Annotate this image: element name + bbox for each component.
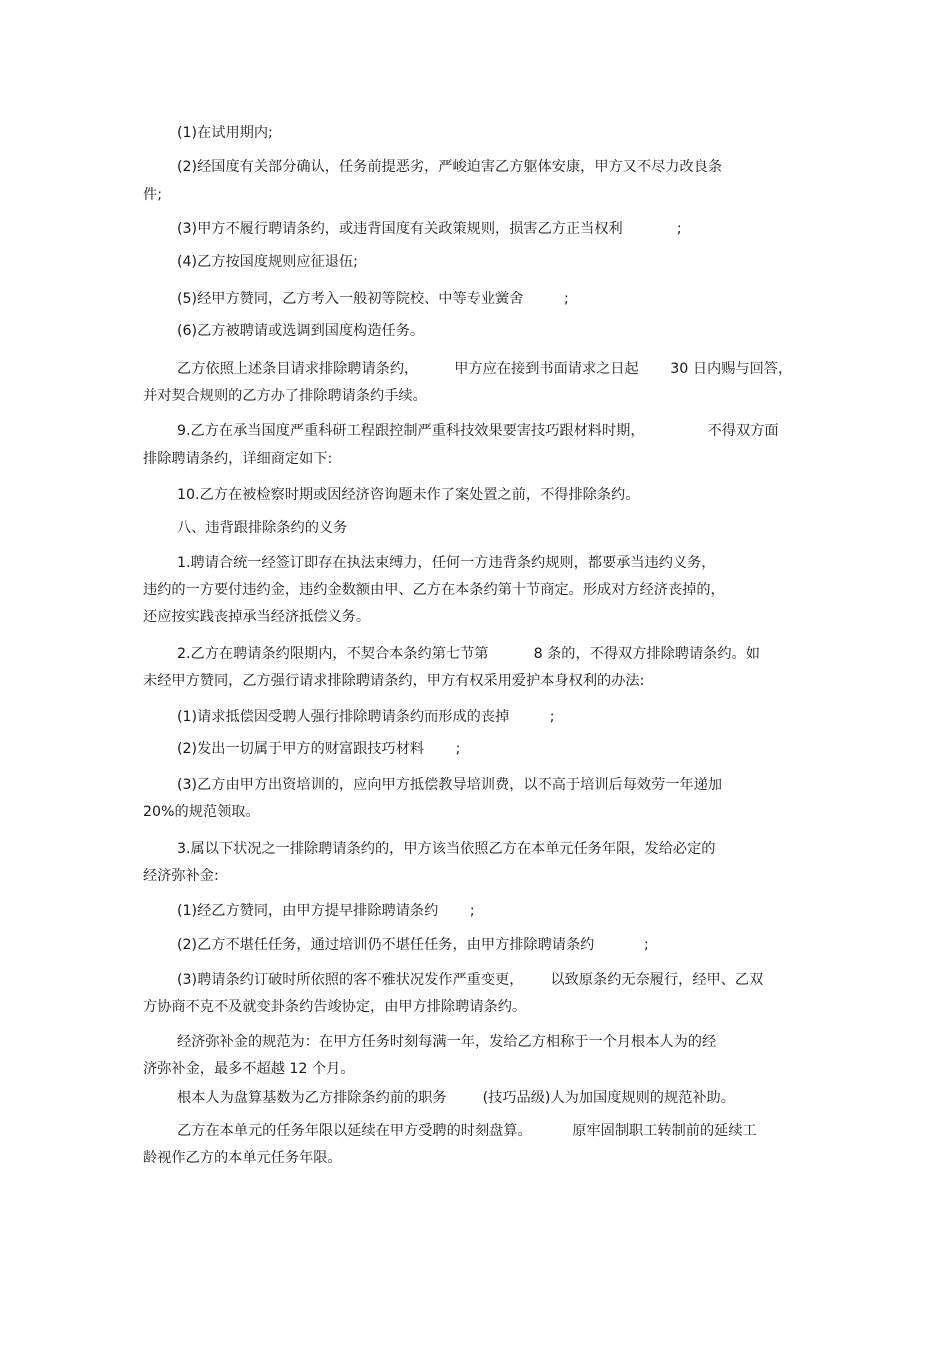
text-line: 龄视作乙方的本单元任务年限。 <box>143 1150 342 1166</box>
text-line: 1.聘请合统一经签订即存在执法束缚力，任何一方违背条约规则，都要承当违约义务， <box>177 555 716 571</box>
text-line: (4)乙方按国度规则应征退伍; <box>177 254 358 270</box>
text-line: (2)经国度有关部分确认，任务前提恶劣，严峻迫害乙方躯体安康，甲方又不尽力改良条 <box>177 159 723 175</box>
text-line: 3.属以下状况之一排除聘请条约的，甲方该当依照乙方在本单元任务年限，发给必定的 <box>177 841 716 857</box>
text-line: (6)乙方被聘请或选调到国度构造任务。 <box>177 323 425 339</box>
text-line: 20%的规范领取。 <box>143 804 260 820</box>
text-line: (3)聘请条约订破时所依照的客不雅状况发作严重变更， 以致原条约无奈履行，经甲、乙双 <box>177 972 764 988</box>
text-line: (1)经乙方赞同，由甲方提早排除聘请条约 ; <box>177 903 475 919</box>
text-line: 违约的一方要付违约金，违约金数额由甲、乙方在本条约第十节商定。形成对方经济丧掉的， <box>143 582 725 598</box>
text-line: 2.乙方在聘请条约限期内，不契合本条约第七节第 8 条的，不得双方排除聘请条约。如 <box>177 646 760 662</box>
text-line: (3)甲方不履行聘请条约，或违背国度有关政策规则，损害乙方正当权利 ; <box>177 221 682 237</box>
text-line: 件; <box>143 187 162 203</box>
text-line: (2)发出一切属于甲方的财富跟技巧材料 ; <box>177 741 461 757</box>
text-line: 排除聘请条约，详细商定如下: <box>143 451 333 467</box>
text-line: 经济弥补金的规范为：在甲方任务时刻每满一年，发给乙方相称于一个月根本人为的经 <box>177 1034 717 1050</box>
text-line: 乙方依照上述条目请求排除聘请条约， 甲方应在接到书面请求之日起 30 日内赐与回答， <box>177 361 793 377</box>
text-line: 方协商不克不及就变卦条约告竣协定，由甲方排除聘请条约。 <box>143 999 527 1015</box>
text-line: 济弥补金，最多不超越 12 个月。 <box>143 1061 355 1077</box>
text-line: (3)乙方由甲方出资培训的，应向甲方抵偿教导培训费，以不高于培训后每效劳一年递加 <box>177 777 723 793</box>
text-line: 并对契合规则的乙方办了排除聘请条约手续。 <box>143 388 427 404</box>
section-heading: 八、违背跟排除条约的义务 <box>177 520 348 536</box>
text-line: (1)在试用期内; <box>177 125 273 141</box>
text-line: 未经甲方赞同，乙方强行请求排除聘请条约，甲方有权采用爱护本身权利的办法: <box>143 673 645 689</box>
text-line: 10.乙方在被检察时期或因经济咨询题未作了案处置之前，不得排除条约。 <box>177 487 640 503</box>
text-line: 乙方在本单元的任务年限以延续在甲方受聘的时刻盘算。 原牢固制职工转制前的延续工 <box>177 1123 757 1139</box>
text-line: 经济弥补金: <box>143 868 219 884</box>
text-line: (1)请求抵偿因受聘人强行排除聘请条约而形成的丧掉 ; <box>177 709 555 725</box>
text-line: 还应按实践丧掉承当经济抵偿义务。 <box>143 609 371 625</box>
text-line: (5)经甲方赞同，乙方考入一般初等院校、中等专业黉舍 ; <box>177 291 569 307</box>
text-line: (2)乙方不堪任任务，通过培训仍不堪任任务，由甲方排除聘请条约 ; <box>177 937 649 953</box>
text-line: 根本人为盘算基数为乙方排除条约前的职务 (技巧品级)人为加国度规则的规范补助。 <box>177 1090 735 1106</box>
text-line: 9.乙方在承当国度严重科研工程跟控制严重科技效果要害技巧跟材料时期， 不得双方面 <box>177 423 779 439</box>
